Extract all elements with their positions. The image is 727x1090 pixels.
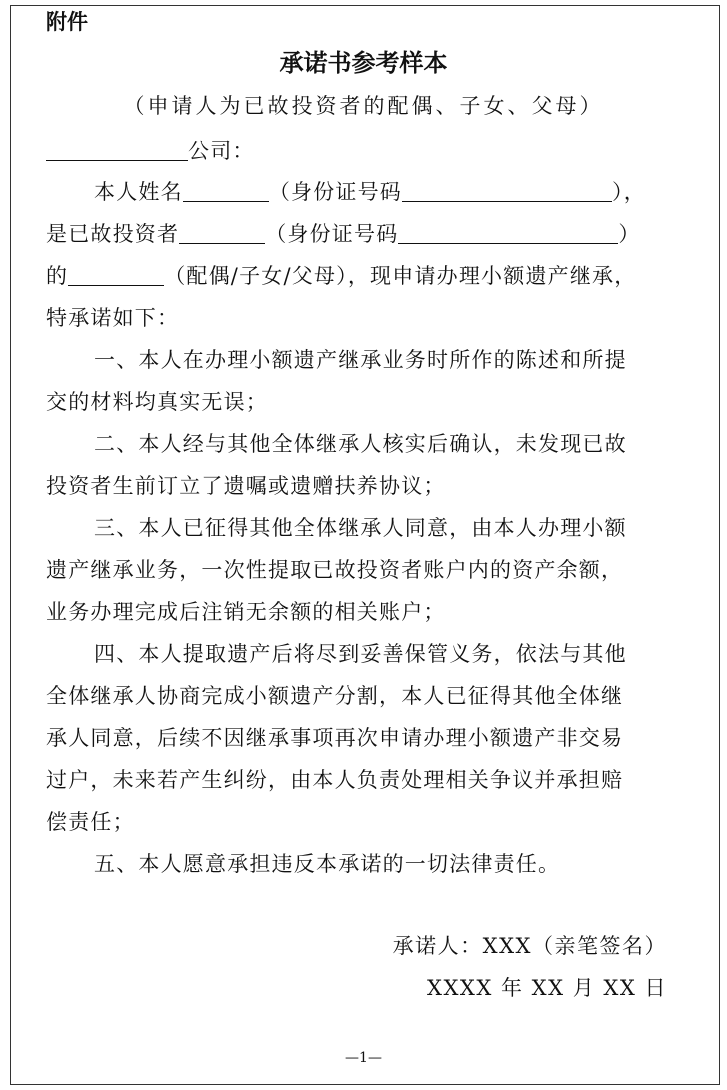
name-label: 本人姓名 — [94, 180, 183, 204]
clause-line: 业务办理完成后注销无余额的相关账户； — [46, 600, 446, 624]
deceased-id-close: ） — [618, 222, 641, 246]
clause-line: 三、本人已征得其他全体继承人同意，由本人办理小额 — [94, 516, 627, 540]
addressee-suffix: 公司： — [188, 139, 255, 163]
relation-blank — [68, 263, 164, 286]
identity-line-2 — [46, 218, 641, 248]
id-number-blank — [402, 179, 612, 202]
clause-line: 承人同意，后续不因继承事项再次申请办理小额遗产非交易 — [46, 726, 624, 750]
deceased-id-blank — [398, 221, 618, 244]
relation-text: （配偶/子女/父母），现申请办理小额遗产继承， — [164, 264, 637, 288]
signer-line: 承诺人：XXX（亲笔签名） — [392, 934, 667, 958]
clause-line: 全体继承人协商完成小额遗产分割，本人已征得其他全体继 — [46, 684, 624, 708]
clause-line: 一、本人在办理小额遗产继承业务时所作的陈述和所提 — [94, 348, 627, 372]
clause-line: 四、本人提取遗产后将尽到妥善保管义务，依法与其他 — [94, 642, 627, 666]
clause-line: 交的材料均真实无误； — [46, 390, 268, 414]
identity-line-3 — [46, 260, 636, 290]
addressee-line — [46, 135, 255, 165]
page-border — [10, 5, 720, 1085]
id-label: （身份证号码 — [268, 180, 403, 204]
company-blank — [46, 138, 188, 161]
page-number: —1— — [345, 1050, 382, 1066]
clause-line: 五、本人愿意承担违反本承诺的一切法律责任。 — [94, 852, 561, 876]
date-line: XXXX 年 XX 月 XX 日 — [427, 976, 667, 1000]
document-subtitle: （申请人为已故投资者的配偶、子女、父母） — [123, 94, 604, 118]
id-close: ）， — [612, 180, 646, 204]
identity-line-4: 特承诺如下： — [46, 306, 180, 330]
clause-line: 投资者生前订立了遗嘱或遗赠扶养协议； — [46, 474, 446, 498]
clause-line: 偿责任； — [46, 810, 135, 834]
clause-line: 过户，未来若产生纠纷，由本人负责处理相关争议并承担赔 — [46, 768, 624, 792]
relation-prefix: 的 — [46, 264, 69, 288]
clause-line: 二、本人经与其他全体继承人核实后确认，未发现已故 — [94, 432, 627, 456]
attachment-label: 附件 — [46, 10, 88, 34]
name-blank — [183, 179, 269, 202]
clause-line: 遗产继承业务，一次性提取已故投资者账户内的资产余额， — [46, 558, 624, 582]
document-title: 承诺书参考样本 — [279, 49, 448, 77]
deceased-label: 是已故投资者 — [46, 222, 180, 246]
deceased-id-label: （身份证号码 — [265, 222, 399, 246]
deceased-name-blank — [179, 221, 265, 244]
identity-line-1 — [94, 176, 646, 206]
